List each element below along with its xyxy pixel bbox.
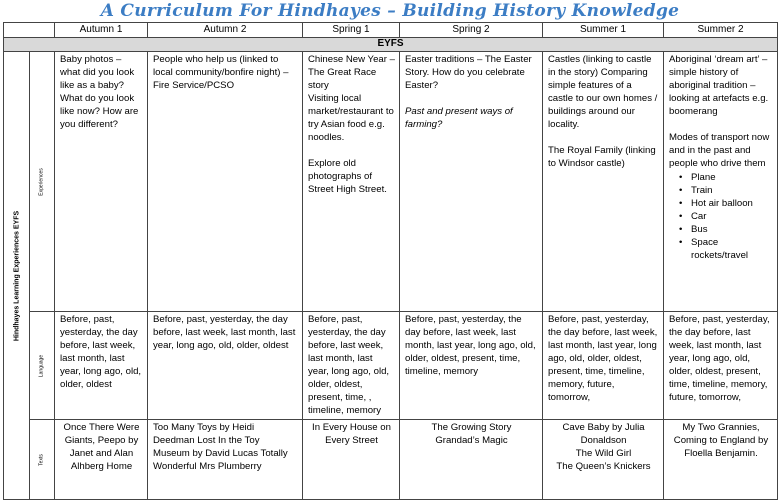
header-corner — [4, 23, 55, 38]
header-summer-2: Summer 2 — [664, 23, 778, 38]
list-item: • Car — [669, 210, 773, 223]
header-row — [4, 23, 778, 38]
header-spring-1: Spring 1 — [303, 23, 400, 38]
experiences-spring-1-text-a: Chinese New Year – The Great Race story — [308, 54, 395, 91]
language-row — [4, 312, 778, 420]
language-autumn-2: Before, past, yesterday, the day before, last week, last month, last year, long ago, old, older, oldest — [148, 312, 303, 420]
texts-autumn-1: Once There Were Giants, Peepo by Janet and Alan Alhberg Home — [55, 420, 148, 500]
texts-spring-2 — [400, 420, 543, 500]
experiences-spring-2-text-b: Past and present ways of farming? — [405, 106, 513, 130]
experiences-summer-1-text-b: The Royal Family (linking to Windsor castle) — [548, 145, 656, 169]
list-item: • Plane — [669, 171, 773, 184]
texts-summer-1-a: Cave Baby by Julia Donaldson — [562, 422, 645, 446]
row-label-experiences-cell — [30, 52, 55, 312]
list-item: • Space rockets/travel — [669, 236, 773, 262]
experiences-spring-2-text-a: Easter traditions – The Easter Story. How do you celebrate Easter? — [405, 54, 532, 91]
row-label-texts-cell — [30, 420, 55, 500]
document-title: A Curriculum For Hindhayes – Building History Knowledge — [100, 1, 680, 21]
texts-spring-2-b: Grandad’s Magic — [435, 435, 508, 446]
experiences-spring-1 — [303, 52, 400, 312]
row-label-texts: Texts — [38, 453, 45, 466]
header-autumn-1: Autumn 1 — [55, 23, 148, 38]
language-summer-2: Before, past, yesterday, the day before, last week, last month, last year, long ago, old, older, oldest, present, time, timeline, memory, future, tomorrow, — [664, 312, 778, 420]
list-item: • Hot air balloon — [669, 197, 773, 210]
experiences-autumn-2 — [148, 52, 303, 312]
curriculum-table — [3, 22, 778, 500]
list-item: • Bus — [669, 223, 773, 236]
language-spring-1: Before, past, yesterday, the day before, last week, last month, last year, long ago, old, older, oldest, present, time, , timeline, memory — [303, 312, 400, 420]
experiences-spring-2 — [400, 52, 543, 312]
experiences-summer-1 — [543, 52, 664, 312]
transport-list — [669, 171, 773, 262]
texts-row — [4, 420, 778, 500]
header-autumn-2: Autumn 2 — [148, 23, 303, 38]
row-label-language: Language — [38, 354, 45, 377]
experiences-summer-1-text-a: Castles (linking to castle in the story) Comparing simple features of a castle to our own homes / buildings around our locality. — [548, 54, 658, 130]
stage-band-row — [4, 38, 778, 52]
row-label-language-cell — [30, 312, 55, 420]
language-spring-2: Before, past, yesterday, the day before, last week, last month, last year, long ago, old, older, oldest, present, time, timeline, memory — [400, 312, 543, 420]
experiences-autumn-1 — [55, 52, 148, 312]
experiences-spring-1-text-b: Visiting local market/restaurant to try Asian food e.g. noodles. — [308, 93, 394, 143]
stage-band: EYFS — [4, 38, 778, 52]
header-spring-2: Spring 2 — [400, 23, 543, 38]
header-summer-1: Summer 1 — [543, 23, 664, 38]
experiences-summer-2-text-a: Aboriginal ‘dream art’ – simple history of aboriginal tradition – looking at artefacts e.g. boomerang — [669, 54, 769, 117]
texts-spring-1: In Every House on Every Street — [303, 420, 400, 500]
language-summer-1: Before, past, yesterday, the day before, last week, last month, last year, long ago, old, older, oldest, present, time, timeline, memory, future, tomorrow, — [543, 312, 664, 420]
texts-summer-1-c: The Queen’s Knickers — [556, 461, 651, 472]
texts-summer-2: My Two Grannies, Coming to England by Floella Benjamin. — [664, 420, 778, 500]
experiences-spring-1-text-c: Explore old photographs of Street High Street. — [308, 158, 387, 195]
texts-summer-1-b: The Wild Girl — [575, 448, 632, 459]
experiences-row — [4, 52, 778, 312]
texts-spring-2-a: The Growing Story — [431, 422, 512, 433]
texts-autumn-2: Too Many Toys by Heidi Deedman Lost In the Toy Museum by David Lucas Totally Wonderful Mrs Plumberry — [148, 420, 303, 500]
experiences-autumn-2-text: People who help us (linked to local community/bonfire night) – Fire Service/PCSO — [153, 54, 289, 91]
row-label-experiences: Experiences — [38, 167, 45, 196]
side-label: Hindhayes Learning Experiences EYFS — [13, 210, 20, 341]
language-autumn-1: Before, past, yesterday, the day before, last week, last month, last year, long ago, old, older, oldest — [55, 312, 148, 420]
experiences-autumn-1-text: Baby photos – what did you look like as a baby? What do you look like now? How are you different? — [60, 54, 139, 130]
side-label-cell — [4, 52, 30, 500]
texts-summer-1 — [543, 420, 664, 500]
experiences-summer-2-text-b: Modes of transport now and in the past and people who drive them — [669, 132, 770, 169]
experiences-summer-2 — [664, 52, 778, 312]
list-item: • Train — [669, 184, 773, 197]
